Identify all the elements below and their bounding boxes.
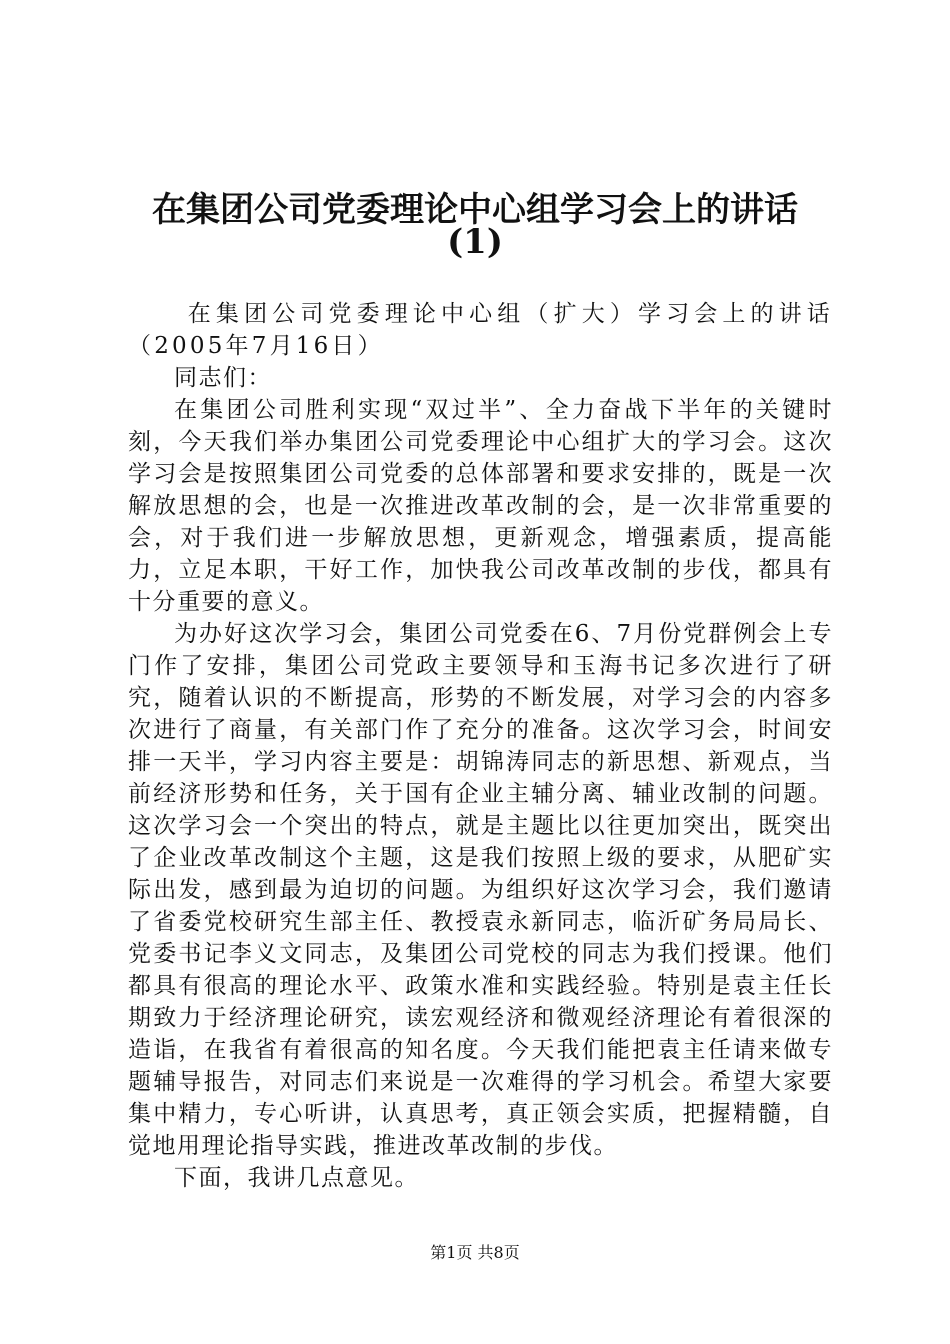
document-title: 在集团公司党委理论中心组学习会上的讲话 xyxy=(152,190,798,230)
salutation: 同志们： xyxy=(174,365,272,391)
body-paragraph: 在集团公司胜利实现“双过半”、全力奋战下半年的关键时刻，今天我们举办集团公司党委理论中心组扩大的学习会。这次学习会是按照集团公司党委的总体部署和要求安排的，既是一次解放思想的会，也是一次推进改革改制的会，是一次非常重要的会，对于我们进一步解放思想，更新观念，增强素质，提高能力，立足本职，干好工作，加快我公司改革改制的步伐，都具有十分重要的意义。 xyxy=(128,397,833,615)
document-subtitle: 在集团公司党委理论中心组（扩大）学习会上的讲话（2005年7月16日） xyxy=(128,301,833,359)
body-paragraph: 下面，我讲几点意见。 xyxy=(174,1165,419,1191)
document-title-suffix: (1) xyxy=(447,222,503,262)
body-paragraph: 为办好这次学习会，集团公司党委在6、7月份党群例会上专门作了安排，集团公司党政主要领导和玉海书记多次进行了研究，随着认识的不断提高，形势的不断发展，对学习会的内容多次进行了商量，有关部门作了充分的准备。这次学习会，时间安排一天半，学习内容主要是：胡锦涛同志的新思想、新观点，当前经济形势和任务，关于国有企业主辅分离、辅业改制的问题。这次学习会一个突出的特点，就是主题比以往更加突出，既突出了企业改革改制这个主题，这是我们按照上级的要求，从肥矿实际出发，感到最为迫切的问题。为组织好这次学习会，我们邀请了省委党校研究生部主任、教授袁永新同志，临沂矿务局局长、党委书记李义文同志，及集团公司党校的同志为我们授课。他们都具有很高的理论水平、政策水准和实践经验。特别是袁主任长期致力于经济理论研究，读宏观经济和微观经济理论有着很深的造诣，在我省有着很高的知名度。今天我们能把袁主任请来做专题辅导报告，对同志们来说是一次难得的学习机会。希望大家要集中精力，专心听讲，认真思考，真正领会实质，把握精髓，自觉地用理论指导实践，推进改革改制的步伐。 xyxy=(128,621,833,1159)
document-body xyxy=(128,298,833,1194)
page-footer: 第1页 共8页 xyxy=(430,1243,520,1262)
